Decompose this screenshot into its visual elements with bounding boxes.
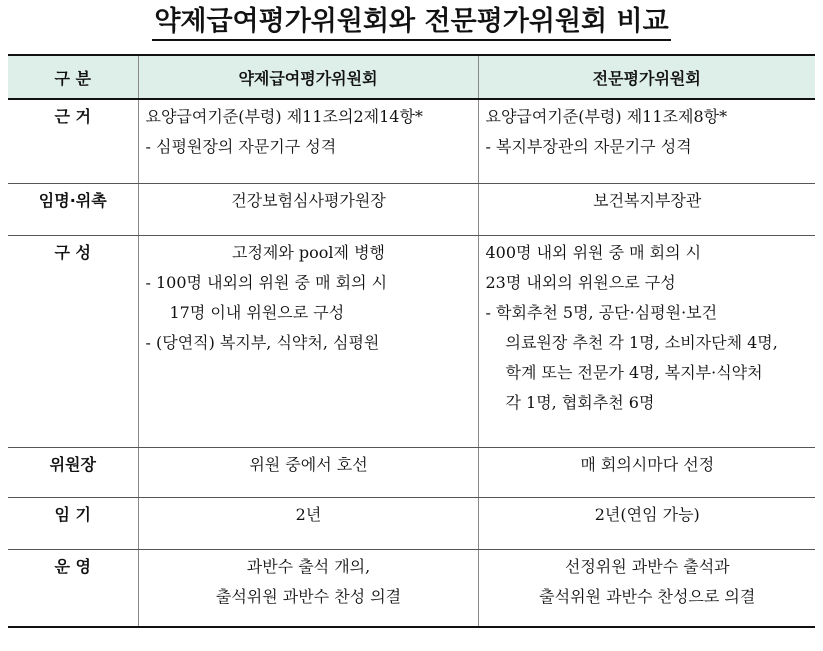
cell-line: 건강보험심사평가원장 [231, 190, 386, 210]
table-row-operation [8, 549, 815, 627]
cell-line: - 복지부장관의 자문기구 성격 [485, 137, 692, 156]
expert-committee-cell [478, 183, 815, 235]
cell-line: - 학회추천 5명, 공단·심평원·보건 [485, 302, 718, 322]
drug-committee-cell [138, 447, 478, 497]
drug-committee-cell [138, 497, 478, 549]
cell-line: 2년 [295, 504, 322, 524]
cell-line: 학계 또는 전문가 4명, 복지부·식약처 [505, 362, 763, 382]
table-row-appointment [8, 183, 815, 235]
cell-line: 보건복지부장관 [593, 190, 702, 210]
expert-committee-cell [478, 99, 815, 183]
cell-line: - 심평원장의 자문기구 성격 [145, 137, 337, 156]
cell-line: 400명 내외 위원 중 매 회의 시 [485, 242, 702, 262]
expert-committee-cell [478, 497, 815, 549]
table-row-basis [8, 99, 815, 183]
drug-committee-cell [138, 99, 478, 183]
cell-line: 출석위원 과반수 찬성 의결 [215, 586, 402, 606]
cell-line: 출석위원 과반수 찬성으로 의결 [539, 586, 756, 606]
title-area [0, 0, 823, 50]
cell-line: 과반수 출석 개의, [246, 556, 371, 576]
expert-committee-cell [478, 235, 815, 447]
comparison-table [8, 54, 815, 628]
table-row-chair [8, 447, 815, 497]
cell-line: 매 회의시마다 선정 [580, 454, 715, 474]
cell-line: 요양급여기준(부령) 제11조제8항* [485, 107, 728, 126]
cell-line: 2년(연임 가능) [594, 504, 700, 524]
cell-line: 고정제와 pool제 병행 [232, 242, 385, 262]
header-drug-committee: 약제급여평가위원회 [138, 55, 478, 99]
cell-line: 위원 중에서 호선 [249, 454, 368, 474]
header-expert-committee: 전문평가위원회 [478, 55, 815, 99]
row-label: 운 영 [8, 549, 138, 627]
cell-line: - 100명 내외의 위원 중 매 회의 시 [145, 272, 388, 292]
expert-committee-cell [478, 549, 815, 627]
document-title: 약제급여평가위원회와 전문평가위원회 비교 [152, 6, 670, 41]
cell-line: 23명 내외의 위원으로 구성 [485, 272, 676, 292]
header-category: 구 분 [8, 55, 138, 99]
cell-line: 요양급여기준(부령) 제11조의2제14항* [145, 107, 423, 126]
cell-line: - (당연직) 복지부, 식약처, 심평원 [145, 332, 380, 352]
cell-line: 각 1명, 협회추천 6명 [505, 392, 655, 412]
drug-committee-cell [138, 549, 478, 627]
table-row-composition [8, 235, 815, 447]
row-label: 근 거 [8, 99, 138, 183]
row-label: 위원장 [8, 447, 138, 497]
row-label: 구 성 [8, 235, 138, 447]
cell-line: 의료원장 추천 각 1명, 소비자단체 4명, [505, 332, 778, 352]
drug-committee-cell [138, 183, 478, 235]
cell-line: 선정위원 과반수 출석과 [564, 556, 730, 576]
row-label: 임명·위촉 [8, 183, 138, 235]
drug-committee-cell [138, 235, 478, 447]
table-row-term [8, 497, 815, 549]
expert-committee-cell [478, 447, 815, 497]
table-header-row [8, 55, 815, 99]
row-label: 임 기 [8, 497, 138, 549]
cell-line: 17명 이내 위원으로 구성 [169, 302, 345, 322]
